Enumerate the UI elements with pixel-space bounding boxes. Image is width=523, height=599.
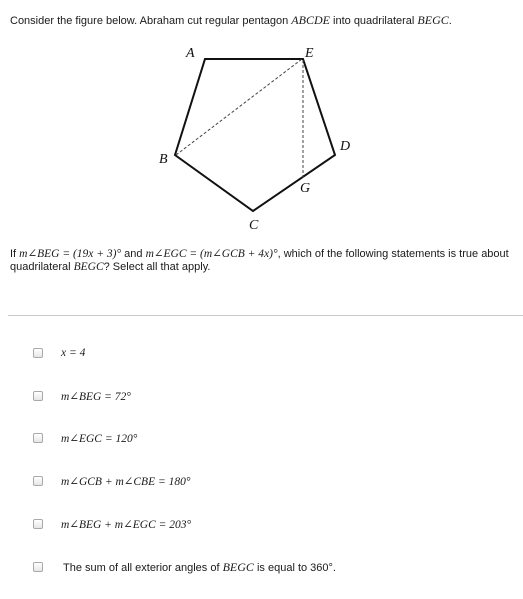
choice-6-math: BEGC xyxy=(222,559,254,574)
vertex-label-g: G xyxy=(300,181,311,196)
choice-4-checkbox[interactable] xyxy=(33,476,43,486)
choice-4[interactable] xyxy=(33,473,190,489)
intro-middle: into quadrilateral xyxy=(329,15,418,27)
question-text xyxy=(10,248,515,274)
choice-6-checkbox[interactable] xyxy=(33,562,43,572)
given-angle-beg: m∠BEG = (19x + 3)° xyxy=(19,248,122,260)
diagonal-be xyxy=(176,59,302,155)
section-divider xyxy=(8,315,523,316)
question-part-2: and xyxy=(121,248,146,260)
pentagon-name: ABCDE xyxy=(291,13,330,27)
quadrilateral-ref: BEGC xyxy=(73,261,104,273)
intro-prefix: Consider the figure below. Abraham cut regular pentagon xyxy=(10,15,292,27)
pentagon-outline xyxy=(175,59,335,211)
choice-5[interactable] xyxy=(33,516,191,532)
choice-6-pre: The sum of all exterior angles of xyxy=(63,561,223,574)
question-part-4: ? Select all that apply. xyxy=(103,261,211,273)
given-angle-egc: m∠EGC = (m∠GCB + 4x)° xyxy=(145,248,278,260)
choice-2[interactable] xyxy=(33,388,131,404)
vertex-label-b: B xyxy=(159,152,168,167)
choice-3[interactable] xyxy=(33,430,137,446)
choice-2-label: m∠BEG = 72° xyxy=(61,391,131,403)
choice-5-label: m∠BEG + m∠EGC = 203° xyxy=(61,519,192,531)
choice-1[interactable] xyxy=(33,345,85,361)
vertex-label-a: A xyxy=(186,46,195,61)
choice-4-label: m∠GCB + m∠CBE = 180° xyxy=(61,476,191,488)
choice-6-label xyxy=(63,560,336,575)
quadrilateral-name: BEGC xyxy=(417,13,449,27)
intro-suffix: . xyxy=(448,15,452,27)
vertex-label-c: C xyxy=(249,218,259,233)
choice-3-checkbox[interactable] xyxy=(33,433,43,443)
choice-1-checkbox[interactable] xyxy=(33,348,43,358)
choice-3-label: m∠EGC = 120° xyxy=(61,433,138,445)
choice-2-checkbox[interactable] xyxy=(33,391,43,401)
choice-1-label: x = 4 xyxy=(61,347,86,359)
choice-5-checkbox[interactable] xyxy=(33,519,43,529)
choice-6-post: is equal to 360°. xyxy=(253,561,336,574)
question-part-1: If xyxy=(10,248,20,260)
choice-6[interactable] xyxy=(33,559,336,575)
pentagon-figure xyxy=(0,0,523,240)
question-part-3: , which of the following statements is true about quadrilateral xyxy=(10,248,509,273)
vertex-label-e: E xyxy=(305,46,314,61)
vertex-label-d: D xyxy=(340,139,351,154)
